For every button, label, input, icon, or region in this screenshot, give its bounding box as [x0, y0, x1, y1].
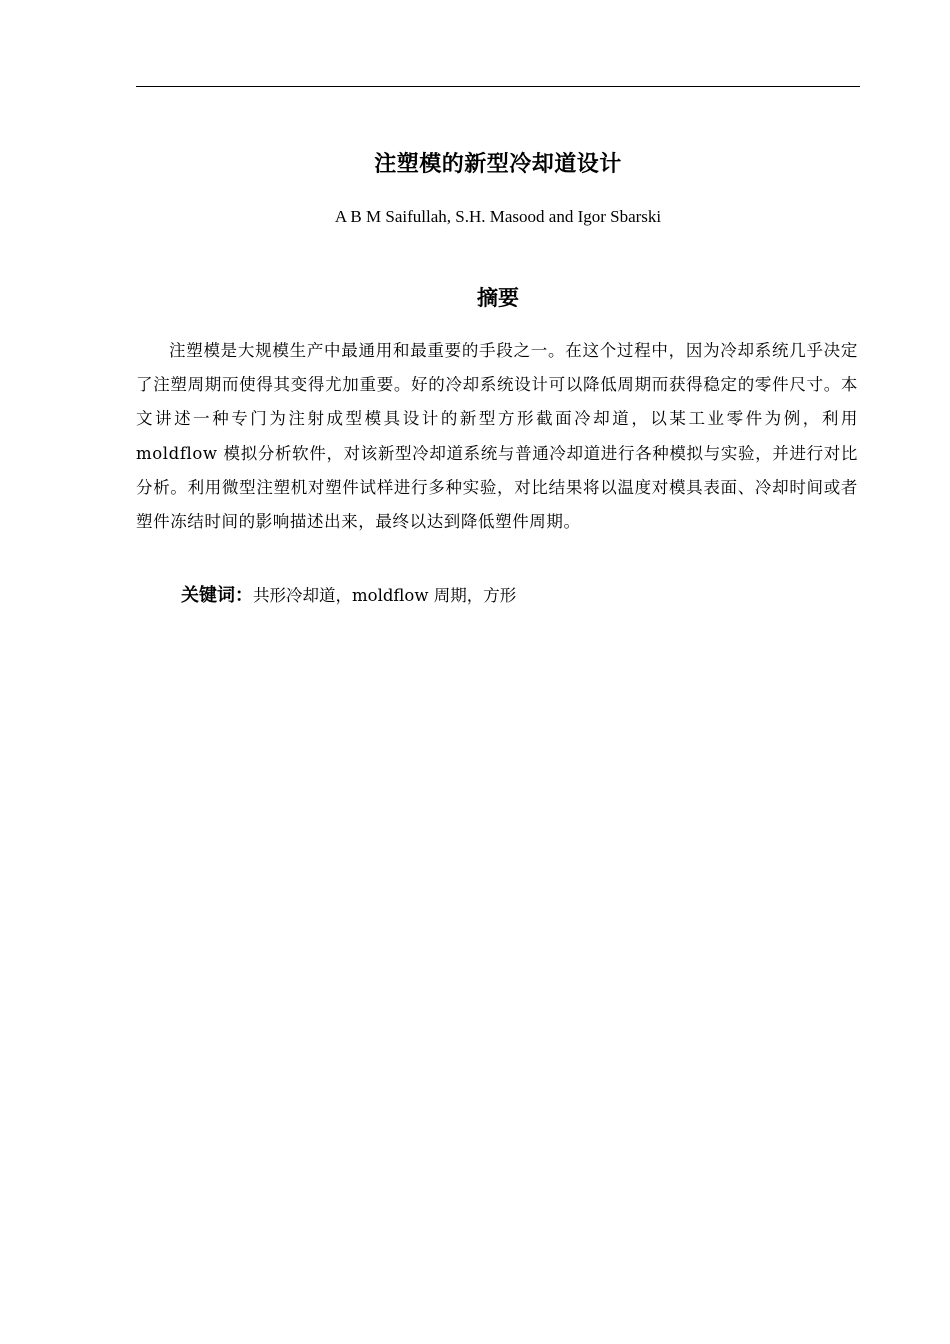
author-list: A B M Saifullah, S.H. Masood and Igor Sbarski [334, 207, 662, 226]
keywords-label: 关键词： [181, 585, 253, 606]
keywords-value: 共形冷却道，moldflow 周期，方形 [253, 586, 517, 605]
abstract-paragraph: 注塑模是大规模生产中最通用和最重要的手段之一。在这个过程中，因为冷却系统几乎决定了注塑周期而使得其变得尤加重要。好的冷却系统设计可以降低周期而获得稳定的零件尺寸。本文讲述一种专门为注射成型模具设计的新型方形截面冷却道，以某工业零件为例，利用 moldflow 模拟分析软件，对该新型冷却道系统与普通冷却道进行各种模拟与实验，并进行对比分析。利用微型注塑机对塑件试样进行多种实验，对比结果将以温度对模具表面、冷却时间或者塑件冻结时间的影响描述出来，最终以达到降低塑件周期。 [136, 341, 858, 532]
keywords-line [181, 580, 860, 612]
header-rule [136, 86, 860, 87]
paper-title: 注塑模的新型冷却道设计 [374, 152, 622, 177]
abstract-heading: 摘要 [477, 286, 519, 310]
